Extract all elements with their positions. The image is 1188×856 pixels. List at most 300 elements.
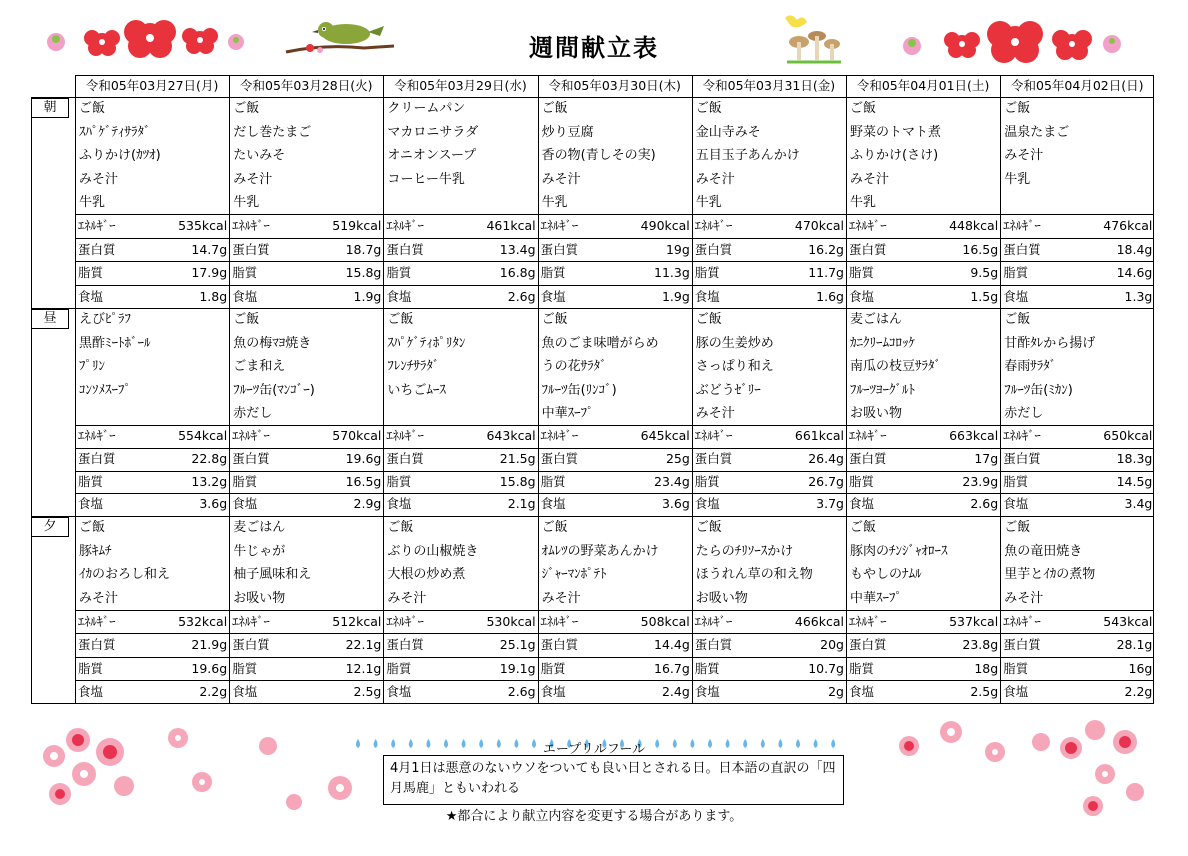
- menu-item: お吸い物: [233, 590, 286, 606]
- grid-line: [75, 261, 1154, 262]
- nutrient-row: [1000, 285, 1154, 309]
- nutrient-value: 461kcal: [486, 218, 536, 233]
- nutrient-value: 554kcal: [178, 428, 228, 443]
- nutrient-value: 19.6g: [191, 660, 228, 676]
- nutrient-value: 21.9g: [191, 637, 228, 653]
- menu-item: さっぱり和え: [695, 359, 774, 375]
- menu-item: 麦ごはん: [850, 312, 903, 327]
- nutrient-value: 16g: [1128, 660, 1153, 676]
- nutrient-row: [538, 493, 692, 516]
- menu-item: たいみそ: [233, 148, 286, 164]
- menu-item: ｵﾑﾚﾂの野菜あんかけ: [541, 543, 659, 559]
- nutrient-row: [846, 471, 1000, 494]
- nutrient-row: [1000, 214, 1154, 238]
- nutrient-label: ｴﾈﾙｷﾞｰ: [386, 428, 424, 443]
- nutrient-row: [846, 680, 1000, 703]
- nutrient-value: 23.9g: [962, 473, 999, 489]
- menu-item: 牛乳: [1004, 171, 1031, 187]
- nutrient-label: ｴﾈﾙｷﾞｰ: [540, 428, 579, 443]
- menu-item: ご飯: [541, 520, 568, 535]
- menu-item: うの花ｻﾗﾀﾞ: [541, 359, 607, 375]
- nutrient-value: 13.2g: [191, 473, 228, 489]
- nutrient-label: ｴﾈﾙｷﾞｰ: [540, 614, 579, 629]
- nutrient-label: 食塩: [694, 683, 720, 699]
- menu-items: [846, 97, 1000, 214]
- nutrient-label: ｴﾈﾙｷﾞｰ: [78, 614, 116, 629]
- nutrient-row: [1000, 610, 1154, 633]
- nutrient-value: 512kcal: [332, 614, 382, 629]
- nutrient-row: [692, 471, 846, 494]
- nutrient-value: 532kcal: [178, 614, 228, 629]
- nutrient-value: 16.7g: [654, 660, 690, 676]
- nutrient-row: [692, 261, 846, 285]
- grid-line: [75, 680, 1154, 681]
- menu-items: [75, 97, 229, 214]
- nutrient-label: 蛋白質: [78, 637, 116, 653]
- nutrient-label: ｴﾈﾙｷﾞｰ: [386, 614, 424, 629]
- nutrient-row: [75, 448, 229, 471]
- nutrient-value: 490kcal: [640, 218, 690, 233]
- nutrient-value: 2.2g: [1124, 683, 1153, 699]
- menu-item: ご飯: [233, 312, 260, 327]
- nutrient-row: [846, 657, 1000, 680]
- menu-items: [383, 516, 537, 610]
- nutrient-row: [692, 493, 846, 516]
- nutrient-value: 2.6g: [507, 683, 536, 699]
- menu-item: ふりかけ(ｶﾂｵ): [79, 148, 161, 164]
- nutrient-label: 蛋白質: [1003, 241, 1041, 257]
- nutrient-row: [846, 448, 1000, 471]
- grid-line: [75, 75, 1154, 76]
- menu-item: みそ汁: [850, 171, 890, 187]
- nutrient-label: ｴﾈﾙｷﾞｰ: [78, 428, 116, 443]
- nutrient-row: [75, 633, 229, 656]
- nutrient-row: [229, 285, 383, 309]
- nutrient-value: 466kcal: [794, 614, 844, 629]
- menu-item: 牛乳: [79, 195, 106, 211]
- menu-item: ﾌﾚﾝﾁｻﾗﾀﾞ: [387, 359, 440, 375]
- nutrient-value: 14.5g: [1116, 473, 1153, 489]
- nutrient-row: [1000, 261, 1154, 285]
- date-header: 令和05年03月31日(金): [702, 78, 836, 93]
- nutrient-value: 21.5g: [499, 450, 536, 466]
- meal-slot-label: 昼: [31, 309, 69, 329]
- nutrient-label: 脂質: [232, 660, 258, 676]
- nutrient-value: 2g: [828, 683, 844, 699]
- nutrient-value: 508kcal: [640, 614, 690, 629]
- nutrient-value: 16.5g: [345, 473, 382, 489]
- nutrient-row: [846, 425, 1000, 448]
- nutrient-label: 脂質: [849, 473, 875, 489]
- menu-item: 牛乳: [850, 195, 877, 211]
- menu-item: ご飯: [695, 312, 722, 327]
- menu-item: 赤だし: [233, 406, 273, 422]
- nutrient-value: 519kcal: [332, 218, 382, 233]
- nutrient-value: 1.8g: [199, 288, 228, 304]
- nutrient-label: 脂質: [540, 265, 566, 280]
- nutrient-label: 脂質: [1003, 265, 1029, 280]
- nutrient-label: 蛋白質: [78, 241, 116, 257]
- nutrient-label: ｴﾈﾙｷﾞｰ: [232, 428, 270, 443]
- nutrient-value: 18g: [974, 660, 999, 676]
- nutrient-row: [846, 285, 1000, 309]
- grid-line: [1153, 75, 1154, 703]
- nutrient-row: [538, 633, 692, 656]
- meal-slot-label: 朝: [31, 98, 69, 118]
- nutrient-label: 食塩: [232, 496, 258, 512]
- nutrient-value: 448kcal: [949, 218, 999, 233]
- nutrient-label: 蛋白質: [1003, 637, 1041, 653]
- nutrient-value: 17g: [974, 450, 999, 466]
- nutrient-label: ｴﾈﾙｷﾞｰ: [232, 218, 270, 233]
- nutrient-row: [538, 285, 692, 309]
- nutrient-value: 2.4g: [661, 683, 690, 699]
- nutrient-row: [383, 633, 537, 656]
- nutrient-row: [229, 657, 383, 680]
- nutrient-label: ｴﾈﾙｷﾞｰ: [386, 218, 424, 233]
- menu-item: ｼﾞｬｰﾏﾝﾎﾟﾃﾄ: [541, 567, 607, 583]
- nutrient-value: 18.4g: [1116, 241, 1153, 257]
- nutrient-label: 食塩: [1003, 496, 1029, 512]
- menu-item: 中華ｽｰﾌﾟ: [541, 406, 594, 422]
- date-header: 令和05年04月02日(日): [1011, 78, 1144, 93]
- menu-items: [1000, 97, 1154, 214]
- nutrient-value: 9.5g: [970, 265, 999, 280]
- nutrient-value: 17.9g: [191, 265, 228, 280]
- menu-items: [229, 308, 383, 425]
- nutrient-label: 脂質: [78, 265, 104, 280]
- menu-items: [538, 97, 692, 214]
- nutrient-row: [538, 425, 692, 448]
- nutrient-row: [383, 610, 537, 633]
- grid-line: [75, 425, 1154, 426]
- menu-items: [846, 516, 1000, 610]
- menu-item: 柚子風味和え: [233, 567, 312, 583]
- nutrient-label: 食塩: [849, 496, 875, 512]
- nutrient-row: [1000, 493, 1154, 516]
- menu-item: もやしのﾅﾑﾙ: [850, 567, 922, 583]
- grid-line: [75, 493, 1154, 494]
- nutrient-value: 11.3g: [654, 265, 690, 280]
- menu-item: ぶどうｾﾞﾘｰ: [695, 382, 761, 398]
- menu-item: ふりかけ(さけ): [850, 148, 939, 164]
- menu-items: [75, 308, 229, 425]
- nutrient-row: [692, 285, 846, 309]
- nutrient-value: 23.4g: [654, 473, 690, 489]
- menu-item: ﾌﾙｰﾂ缶(ﾐｶﾝ): [1004, 382, 1073, 398]
- menu-item: コーヒー牛乳: [387, 171, 465, 187]
- nutrient-row: [846, 238, 1000, 262]
- meal-slot-label: 夕: [31, 517, 69, 537]
- menu-item: 魚の梅ﾏﾖ焼き: [233, 335, 312, 351]
- nutrient-row: [1000, 633, 1154, 656]
- menu-items: [229, 97, 383, 214]
- nutrient-value: 25g: [665, 450, 690, 466]
- nutrient-label: ｴﾈﾙｷﾞｰ: [540, 218, 579, 233]
- menu-item: 豚肉のﾁﾝｼﾞｬｵﾛｰｽ: [850, 543, 948, 559]
- nutrient-row: [1000, 657, 1154, 680]
- menu-item: 赤だし: [1004, 406, 1044, 422]
- nutrient-label: 蛋白質: [386, 450, 424, 466]
- nutrient-value: 663kcal: [949, 428, 999, 443]
- menu-item: ご飯: [79, 101, 106, 116]
- menu-item: みそ汁: [695, 406, 735, 422]
- nutrient-value: 22.8g: [191, 450, 228, 466]
- nutrient-value: 1.6g: [816, 288, 844, 304]
- menu-items: [229, 516, 383, 610]
- date-header: 令和05年04月01日(土): [856, 78, 990, 93]
- nutrient-value: 2.1g: [507, 496, 536, 512]
- nutrient-row: [692, 448, 846, 471]
- menu-item: ﾌﾙｰﾂﾖｰｸﾞﾙﾄ: [850, 382, 915, 398]
- menu-item: クリームパン: [387, 101, 466, 116]
- nutrient-label: 蛋白質: [849, 450, 887, 466]
- nutrient-row: [1000, 238, 1154, 262]
- menu-item: ごま和え: [233, 359, 286, 375]
- grid-line: [75, 238, 1154, 239]
- menu-items: [75, 516, 229, 610]
- menu-item: ご飯: [541, 312, 568, 327]
- nutrient-label: 食塩: [694, 496, 720, 512]
- menu-item: ﾌﾙｰﾂ缶(ﾏﾝｺﾞｰ): [233, 382, 315, 398]
- nutrient-label: ｴﾈﾙｷﾞｰ: [694, 218, 733, 233]
- nutrient-label: 蛋白質: [386, 637, 424, 653]
- nutrient-row: [75, 680, 229, 703]
- nutrient-row: [229, 261, 383, 285]
- menu-item: みそ汁: [79, 590, 119, 606]
- menu-item: だし巻たまご: [233, 124, 312, 140]
- menu-item: お吸い物: [695, 590, 748, 606]
- nutrient-row: [538, 238, 692, 262]
- nutrient-row: [229, 448, 383, 471]
- nutrient-label: ｴﾈﾙｷﾞｰ: [1003, 428, 1041, 443]
- menu-item: 牛じゃが: [233, 543, 286, 559]
- menu-item: 南瓜の枝豆ｻﾗﾀﾞ: [850, 359, 942, 375]
- nutrient-label: 蛋白質: [694, 450, 733, 466]
- nutrient-label: 脂質: [540, 473, 566, 489]
- nutrient-label: 蛋白質: [1003, 450, 1041, 466]
- nutrient-value: 535kcal: [178, 218, 228, 233]
- nutrient-row: [229, 610, 383, 633]
- nutrient-label: 蛋白質: [540, 241, 579, 257]
- nutrient-value: 15.8g: [345, 265, 382, 280]
- menu-item: 牛乳: [541, 195, 568, 211]
- nutrient-label: ｴﾈﾙｷﾞｰ: [78, 218, 116, 233]
- date-header: 令和05年03月27日(月): [85, 78, 219, 93]
- menu-items: [383, 97, 537, 214]
- menu-item: ご飯: [1004, 520, 1031, 535]
- note-text: 4月1日は悪意のないウソをついても良い日とされる日。日本語の直訳の「四月馬鹿」ともいわれる: [390, 761, 836, 796]
- nutrient-row: [538, 657, 692, 680]
- menu-item: みそ汁: [1004, 590, 1044, 606]
- nutrient-row: [846, 633, 1000, 656]
- nutrient-row: [383, 425, 537, 448]
- grid-line: [75, 75, 76, 703]
- menu-item: ほうれん草の和え物: [695, 567, 813, 583]
- menu-items: [692, 97, 846, 214]
- nutrient-label: 食塩: [540, 288, 566, 304]
- nutrient-value: 16.2g: [808, 241, 844, 257]
- nutrient-label: ｴﾈﾙｷﾞｰ: [849, 218, 887, 233]
- nutrient-row: [229, 680, 383, 703]
- grid-line: [538, 75, 539, 703]
- menu-item: ｲｶのおろし和え: [79, 567, 171, 583]
- nutrient-row: [846, 610, 1000, 633]
- nutrient-label: 脂質: [232, 473, 258, 489]
- grid-line: [229, 75, 230, 703]
- nutrient-value: 12.1g: [345, 660, 382, 676]
- grid-line: [75, 471, 1154, 472]
- nutrient-value: 14.7g: [191, 241, 228, 257]
- menu-item: 香の物(青しその実): [541, 148, 656, 164]
- nutrient-row: [75, 425, 229, 448]
- date-header: 令和05年03月28日(火): [240, 78, 373, 93]
- nutrient-value: 2.2g: [199, 683, 228, 699]
- nutrient-label: 脂質: [540, 660, 566, 676]
- grid-line: [1000, 75, 1001, 703]
- nutrient-label: 脂質: [386, 473, 412, 489]
- footer-notice: ★都合により献立内容を変更する場合があります。: [445, 809, 743, 824]
- nutrient-row: [1000, 425, 1154, 448]
- nutrient-value: 26.4g: [808, 450, 844, 466]
- nutrient-row: [383, 448, 537, 471]
- nutrient-row: [75, 471, 229, 494]
- menu-item: ﾌﾙｰﾂ缶(ﾘﾝｺﾞ): [541, 382, 617, 398]
- nutrient-row: [846, 493, 1000, 516]
- nutrient-row: [538, 471, 692, 494]
- nutrient-value: 570kcal: [332, 428, 382, 443]
- nutrient-row: [229, 493, 383, 516]
- nutrient-label: 蛋白質: [849, 637, 887, 653]
- nutrient-value: 23.8g: [962, 637, 999, 653]
- nutrient-label: 食塩: [386, 683, 412, 699]
- menu-item: 黒酢ﾐｰﾄﾎﾞｰﾙ: [79, 335, 151, 351]
- grid-line: [383, 75, 384, 703]
- nutrient-value: 537kcal: [949, 614, 999, 629]
- nutrient-row: [383, 680, 537, 703]
- nutrient-row: [383, 471, 537, 494]
- menu-item: たらのﾁﾘｿｰｽかけ: [695, 543, 794, 559]
- menu-item: ご飯: [541, 101, 568, 116]
- menu-item: 豚の生姜炒め: [695, 335, 774, 351]
- nutrient-label: 食塩: [849, 683, 875, 699]
- nutrient-row: [229, 238, 383, 262]
- menu-item: ご飯: [233, 101, 260, 116]
- menu-item: 甘酢ﾀﾚから揚げ: [1004, 335, 1096, 351]
- menu-item: 五目玉子あんかけ: [695, 148, 800, 164]
- nutrient-value: 19.6g: [345, 450, 382, 466]
- nutrient-label: 蛋白質: [232, 637, 270, 653]
- nutrient-row: [383, 657, 537, 680]
- nutrient-value: 1.9g: [353, 288, 382, 304]
- nutrient-label: ｴﾈﾙｷﾞｰ: [1003, 614, 1041, 629]
- nutrient-label: 食塩: [386, 288, 412, 304]
- menu-item: みそ汁: [387, 590, 427, 606]
- nutrient-label: ｴﾈﾙｷﾞｰ: [694, 614, 733, 629]
- nutrient-value: 22.1g: [345, 637, 382, 653]
- nutrient-value: 1.3g: [1124, 288, 1153, 304]
- nutrient-value: 3.6g: [661, 496, 690, 512]
- menu-item: ご飯: [79, 520, 106, 535]
- nutrient-value: 650kcal: [1103, 428, 1153, 443]
- page-title: 週間献立表: [529, 34, 659, 62]
- menu-item: ご飯: [1004, 101, 1031, 116]
- nutrient-value: 25.1g: [499, 637, 536, 653]
- nutrient-row: [692, 680, 846, 703]
- nutrient-value: 2.5g: [353, 683, 382, 699]
- nutrient-row: [692, 425, 846, 448]
- nutrient-label: 脂質: [78, 473, 104, 489]
- nutrient-label: 蛋白質: [849, 241, 887, 257]
- nutrient-value: 26.7g: [808, 473, 844, 489]
- nutrient-value: 2.6g: [507, 288, 536, 304]
- note-title: エープリルフール: [542, 742, 646, 757]
- nutrient-row: [229, 214, 383, 238]
- menu-item: 大根の炒め煮: [387, 567, 466, 583]
- nutrient-value: 20g: [820, 637, 844, 653]
- menu-item: マカロニサラダ: [387, 124, 479, 140]
- nutrient-label: ｴﾈﾙｷﾞｰ: [232, 614, 270, 629]
- nutrient-label: ｴﾈﾙｷﾞｰ: [849, 614, 887, 629]
- nutrient-value: 645kcal: [640, 428, 690, 443]
- nutrient-value: 661kcal: [794, 428, 844, 443]
- nutrient-value: 476kcal: [1103, 218, 1153, 233]
- nutrient-label: 食塩: [849, 288, 875, 304]
- menu-item: 温泉たまご: [1004, 124, 1070, 140]
- nutrient-label: 食塩: [1003, 288, 1029, 304]
- nutrient-label: 脂質: [1003, 660, 1029, 676]
- nutrient-row: [75, 214, 229, 238]
- nutrient-label: 脂質: [694, 265, 720, 280]
- grid-line: [692, 75, 693, 703]
- menu-item: お吸い物: [850, 406, 903, 422]
- nutrient-label: ｴﾈﾙｷﾞｰ: [1003, 218, 1041, 233]
- nutrient-value: 3.4g: [1124, 496, 1153, 512]
- nutrient-value: 16.5g: [962, 241, 999, 257]
- menu-item: ご飯: [850, 101, 877, 116]
- grid-line: [846, 75, 847, 703]
- nutrient-label: 脂質: [232, 265, 258, 280]
- nutrient-row: [383, 285, 537, 309]
- menu-item: 麦ごはん: [233, 520, 286, 535]
- grid-line: [31, 97, 32, 703]
- nutrient-value: 3.7g: [816, 496, 844, 512]
- nutrient-label: ｴﾈﾙｷﾞｰ: [694, 428, 733, 443]
- menu-item: みそ汁: [541, 171, 581, 187]
- nutrient-label: 食塩: [78, 683, 104, 699]
- menu-item: ぶりの山椒焼き: [387, 543, 479, 559]
- nutrient-row: [1000, 680, 1154, 703]
- nutrient-label: 脂質: [849, 265, 875, 280]
- nutrient-value: 14.4g: [654, 637, 690, 653]
- nutrient-label: 脂質: [694, 473, 720, 489]
- menu-item: ご飯: [850, 520, 877, 535]
- menu-item: ご飯: [387, 312, 414, 327]
- nutrient-label: 脂質: [386, 660, 412, 676]
- nutrient-row: [75, 261, 229, 285]
- nutrient-value: 19.1g: [499, 660, 536, 676]
- nutrient-label: 蛋白質: [694, 241, 733, 257]
- menu-item: ﾌﾟﾘﾝ: [79, 359, 105, 375]
- nutrient-row: [692, 633, 846, 656]
- nutrient-label: 食塩: [540, 683, 566, 699]
- menu-item: 炒り豆腐: [541, 124, 594, 140]
- grid-line: [31, 703, 1154, 704]
- nutrient-value: 19g: [665, 241, 690, 257]
- nutrient-value: 470kcal: [794, 218, 844, 233]
- menu-item: みそ汁: [233, 171, 273, 187]
- menu-item: 魚の竜田焼き: [1004, 543, 1083, 559]
